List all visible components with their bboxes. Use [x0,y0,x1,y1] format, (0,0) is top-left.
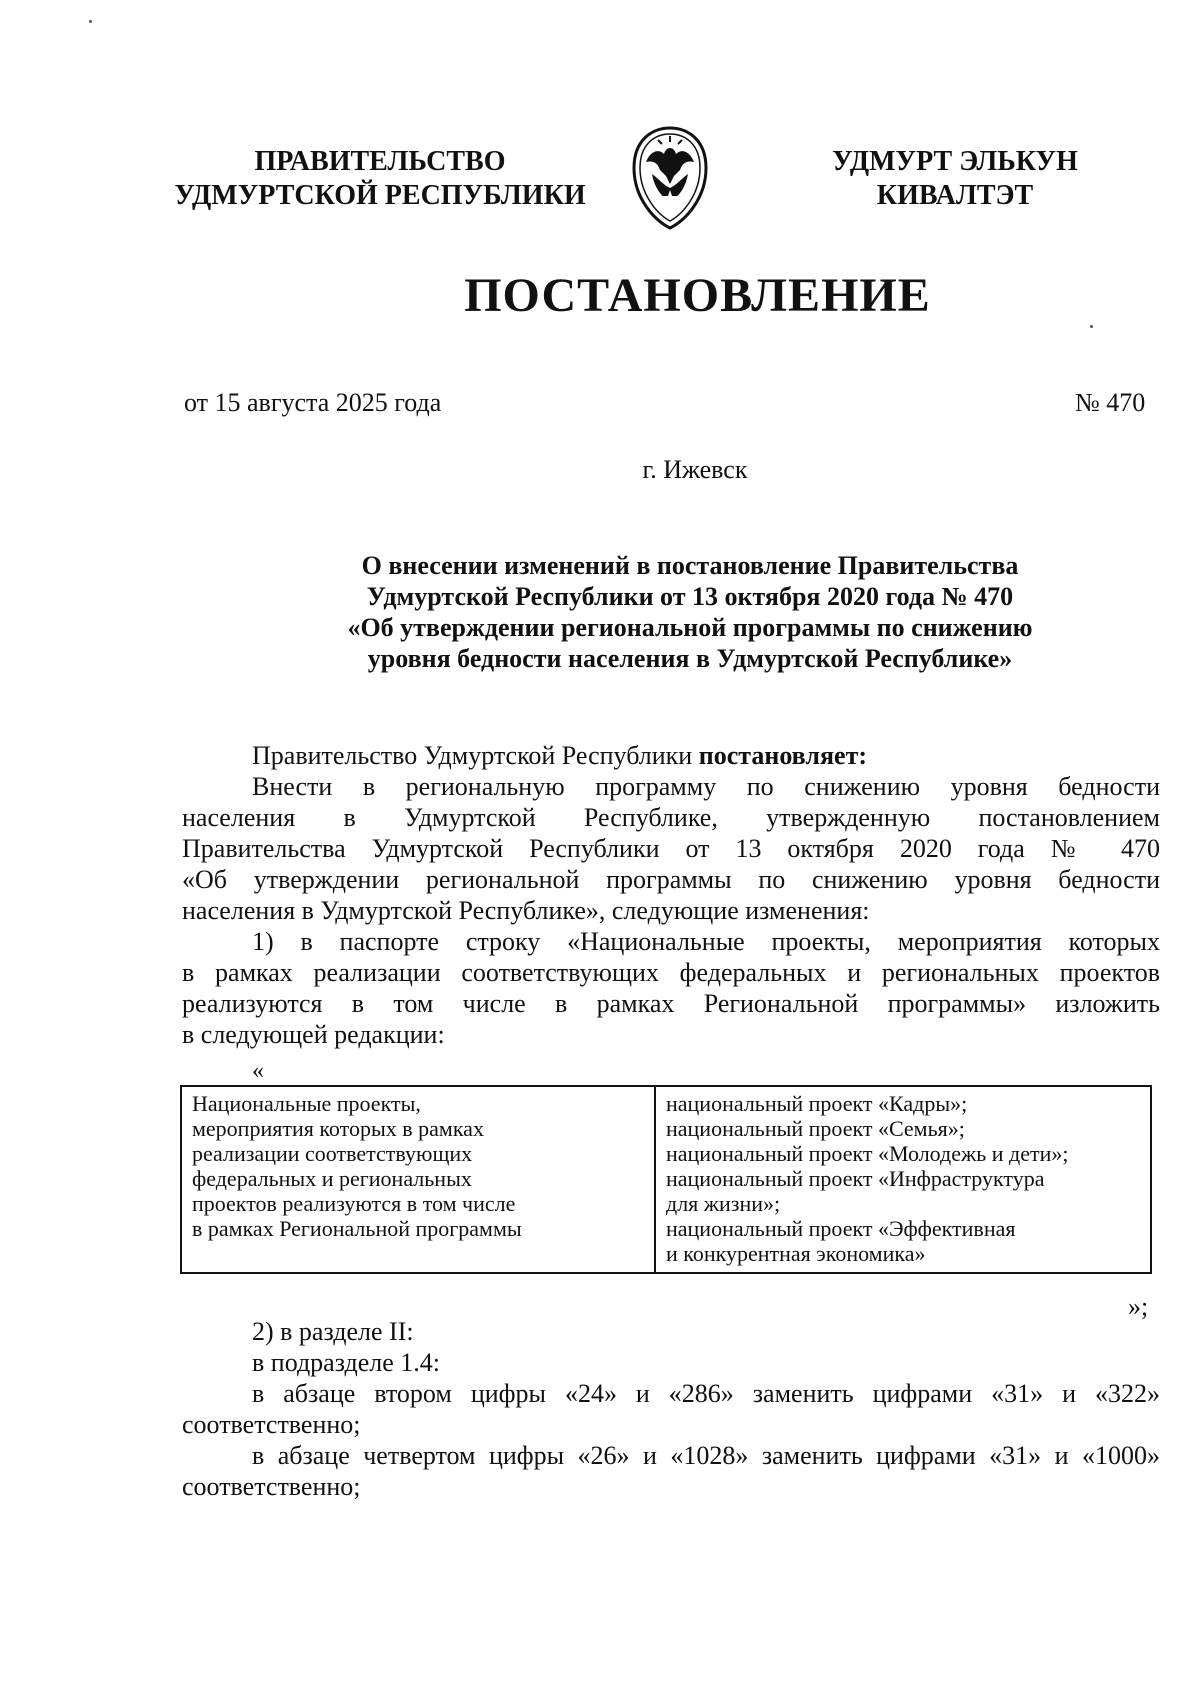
document-number: № 470 [1075,388,1146,417]
table-cell-line: федеральных и региональных [192,1166,472,1191]
body-line: 2) в разделе II: [252,1317,414,1346]
header-left-line1: ПРАВИТЕЛЬСТВО [254,146,506,177]
table-cell-line: для жизни»; [666,1191,781,1216]
body-line: Внести в региональную программу по снижению уровня бедности [252,772,1160,801]
header-right-block [810,145,1100,213]
scan-speck [89,20,92,23]
table-cell-line: Национальные проекты, [192,1091,421,1116]
table-cell-line: национальный проект «Семья»; [666,1116,965,1141]
table-cell-line: национальный проект «Эффективная [666,1216,1016,1241]
body-line: соответственно; [182,1410,361,1439]
document-body [182,740,1160,1050]
table-row [181,1086,1151,1273]
document-date: от 15 августа 2025 года [184,388,442,417]
title-line: Удмуртской Республики от 13 октября 2020 года № 470 [366,582,1014,611]
scan-speck [1090,325,1093,328]
title-line: «Об утверждении региональной программы по снижению [347,613,1033,642]
table-cell-line: мероприятия которых в рамках [192,1116,484,1141]
body-line: соответственно; [182,1472,361,1501]
quote-open-mark: « [252,1058,264,1084]
table-cell-left [181,1086,655,1273]
table-cell-line: и конкурентная экономика» [666,1241,926,1266]
title-line: О внесении изменений в постановление Правительства [361,551,1019,580]
document-city: г. Ижевск [642,455,748,484]
intro-bold-text: постановляет: [698,741,867,770]
body-line: населения в Удмуртской Республике, утвержденную постановлением [182,803,1160,832]
coat-of-arms-icon [628,124,712,232]
document-title [240,550,1140,674]
quote-close-mark: »; [1128,1292,1149,1321]
header-right-line2: КИВАЛТЭТ [876,180,1034,211]
body-line: реализуются в том числе в рамках Региональной программы» изложить [182,989,1160,1018]
table-cell-line: национальный проект «Молодежь и дети»; [666,1141,1069,1166]
table-cell-line: национальный проект «Инфраструктура [666,1166,1045,1191]
passport-table [180,1085,1152,1274]
header-left-line2: УДМУРТСКОЙ РЕСПУБЛИКИ [174,180,586,211]
intro-plain-text: Правительство Удмуртской Республики [252,741,699,770]
header-left-block [160,145,600,213]
body-line: в подразделе 1.4: [252,1348,441,1377]
table-cell-line: проектов реализуются в том числе [192,1191,516,1216]
intro-paragraph [182,740,1160,771]
table-cell-line: в рамках Региональной программы [192,1216,522,1241]
table-cell-right [655,1086,1151,1273]
document-type-text: ПОСТАНОВЛЕНИЕ [464,269,931,322]
table-cell-line: национальный проект «Кадры»; [666,1091,968,1116]
body-line: в абзаце четвертом цифры «26» и «1028» заменить цифрами «31» и «1000» [252,1441,1160,1470]
document-body-continued [182,1316,1160,1502]
header-right-line1: УДМУРТ ЭЛЬКУН [832,146,1078,177]
body-line: 1) в паспорте строку «Национальные проекты, мероприятия которых [252,927,1160,956]
body-line: населения в Удмуртской Республике», следующие изменения: [182,896,870,925]
body-line: в следующей редакции: [182,1020,445,1049]
table-cell-line: реализации соответствующих [192,1141,473,1166]
body-line: Правительства Удмуртской Республики от 13 октября 2020 года № 470 [182,834,1160,863]
document-type [0,268,1200,323]
body-line: в абзаце втором цифры «24» и «286» заменить цифрами «31» и «322» [252,1379,1160,1408]
body-line: в рамках реализации соответствующих федеральных и региональных проектов [182,958,1160,987]
title-line: уровня бедности населения в Удмуртской Республике» [367,644,1013,673]
body-line: «Об утверждении региональной программы по снижению уровня бедности [182,865,1160,894]
